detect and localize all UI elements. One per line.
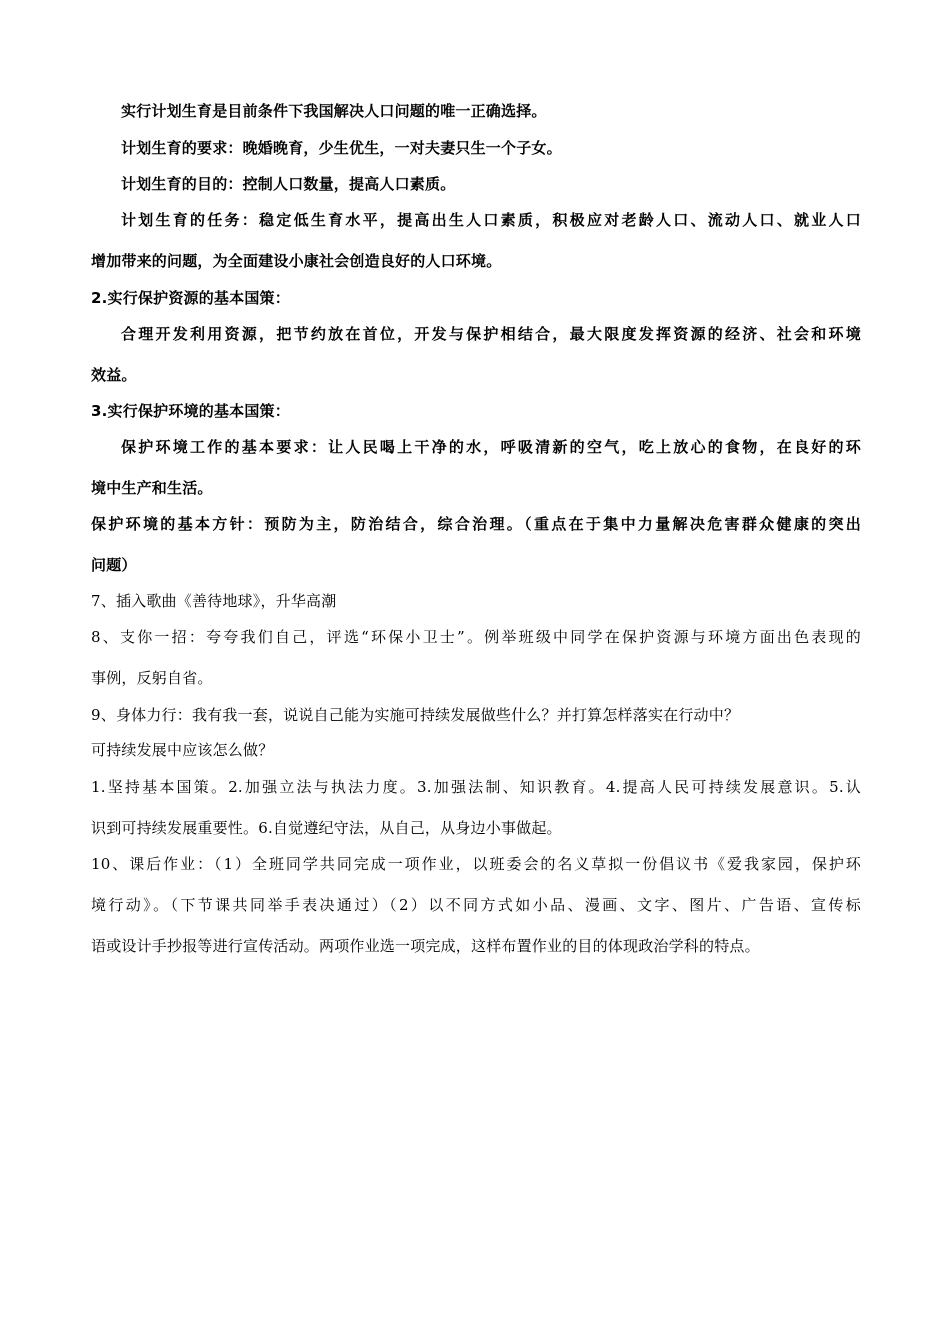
text-line: 9、身体力行：我有我一套，说说自己能为实施可持续发展做些什么？并打算怎样落实在行动中？ bbox=[91, 706, 740, 724]
text-line: 保护环境的基本方针：预防为主，防治结合，综合治理。（重点在于集中力量解决危害群众健康的突出 bbox=[91, 515, 861, 533]
text-line: 10、课后作业：（1）全班同学共同完成一项作业，以班委会的名义草拟一份倡议书《爱我家园，保护环 bbox=[91, 855, 861, 873]
section-heading: 3.实行保护环境的基本国策： bbox=[91, 402, 290, 420]
text-line: 语或设计手抄报等进行宣传活动。两项作业选一项完成，这样布置作业的目的体现政治学科的特点。 bbox=[91, 937, 760, 955]
text-line: 计划生育的目的：控制人口数量，提高人口素质。 bbox=[121, 175, 456, 193]
text-line: 1.坚持基本国策。2.加强立法与执法力度。3.加强法制、知识教育。4.提高人民可持续发展意识。5.认 bbox=[91, 778, 861, 796]
text-line: 合理开发利用资源，把节约放在首位，开发与保护相结合，最大限度发挥资源的经济、社会和环境 bbox=[121, 325, 861, 343]
text-line: 增加带来的问题，为全面建设小康社会创造良好的人口环境。 bbox=[91, 252, 502, 270]
text-line: 保护环境工作的基本要求：让人民喝上干净的水，呼吸清新的空气，吃上放心的食物，在良好的环 bbox=[121, 438, 861, 456]
text-line: 事例，反躬自省。 bbox=[91, 669, 213, 687]
text-line: 计划生育的要求：晚婚晚育，少生优生，一对夫妻只生一个子女。 bbox=[121, 139, 562, 157]
text-line: 问题） bbox=[91, 556, 137, 574]
text-line: 可持续发展中应该怎么做？ bbox=[91, 741, 274, 759]
section-heading: 2.实行保护资源的基本国策： bbox=[91, 289, 290, 307]
text-line: 境行动》。（下节课共同举手表决通过）（2）以不同方式如小品、漫画、文字、图片、广告语、宣传标 bbox=[91, 896, 861, 914]
text-line: 8、支你一招：夸夸我们自己，评选“环保小卫士”。例举班级中同学在保护资源与环境方面出色表现的 bbox=[91, 628, 861, 646]
text-line: 7、插入歌曲《善待地球》，升华高潮 bbox=[91, 592, 337, 610]
text-line: 效益。 bbox=[91, 366, 137, 384]
text-line: 实行计划生育是目前条件下我国解决人口问题的唯一正确选择。 bbox=[121, 102, 547, 120]
text-line: 识到可持续发展重要性。6.自觉遵纪守法，从自己，从身边小事做起。 bbox=[91, 819, 562, 837]
text-line: 境中生产和生活。 bbox=[91, 479, 213, 497]
text-line: 计划生育的任务：稳定低生育水平，提高出生人口素质，积极应对老龄人口、流动人口、就业人口 bbox=[121, 211, 861, 229]
